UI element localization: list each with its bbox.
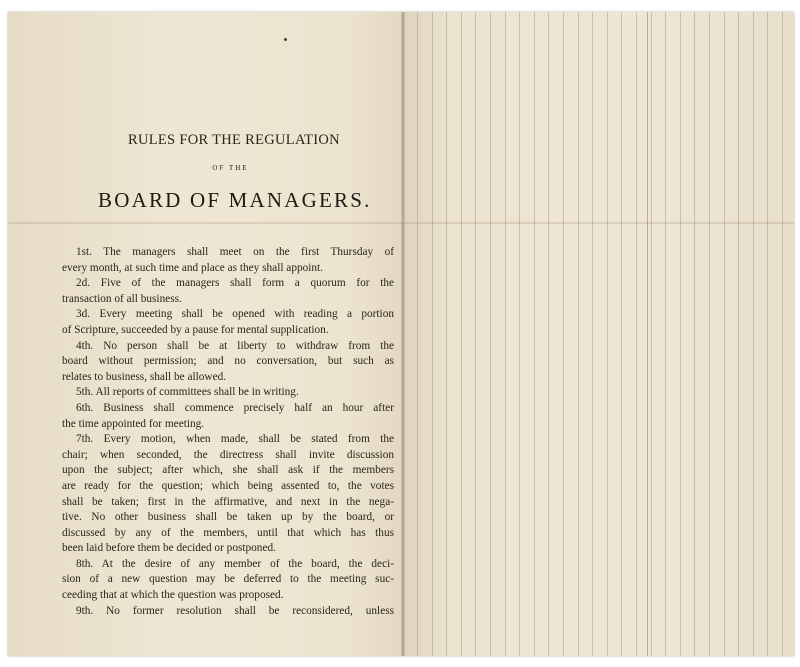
ruled-line [636,12,637,656]
ruled-line [621,12,622,656]
rule-line-text: sion of a new question may be deferred to the meeting suc- [62,573,394,586]
ruled-line [738,12,739,656]
ruled-line [592,12,593,656]
rule-line-text: every month, at such time and place as they shall appoint. [62,261,324,274]
ruled-line [753,12,754,656]
rule-line-text: been laid before them be decided or postponed. [62,542,276,555]
rule-line-text: 1st. The managers shall meet on the first Thursday of [76,246,394,258]
ruled-line [767,12,768,656]
ruled-line [724,12,725,656]
ruled-line [446,12,447,656]
rule-line-text: 2d. Five of the managers shall form a quorum for the [76,277,394,290]
rule-line-text: chair; when seconded, the directress shall invite discussion [62,448,394,461]
ruled-line [665,12,666,656]
ruled-line [694,12,695,656]
heading-rules-for-regulation: RULES FOR THE REGULATION [128,132,340,148]
ruled-line [519,12,520,656]
rule-line-text: 5th. All reports of committees shall be in writing. [76,386,299,399]
center-fold [401,12,405,656]
rule-line-text: 3d. Every meeting shall be opened with reading a portion [76,308,394,321]
document-sheet [8,12,794,656]
heading-board-of-managers: BOARD OF MANAGERS. [98,188,372,212]
rule-line-text: 4th. No person shall be at liberty to withdraw from the [76,339,394,352]
ruled-line [534,12,535,656]
ruled-line [578,12,579,656]
rule-line-text: are ready for the question; which being assented to, the votes [62,479,394,492]
ruled-line [417,12,418,656]
rule-line-text: discussed by any of the members, until that which has thus [62,526,394,539]
ruled-line [607,12,608,656]
ruled-line [651,12,652,656]
ruled-line [505,12,506,656]
rule-line-text: ceeding that at which the question was proposed. [62,589,284,602]
right-page-ruled [403,12,794,656]
rule-line-text: shall be taken; first in the affirmative, and next in the nega- [62,495,394,508]
ruled-line [782,12,783,656]
rule-line-text: 8th. At the desire of any member of the board, the deci- [76,557,394,570]
rule-line-text: upon the subject; after which, she shall ask if the members [62,464,394,477]
ruled-line [475,12,476,656]
rule-line-text: the time appointed for meeting. [62,417,205,430]
ruled-line [548,12,549,656]
rule-line-text: 6th. Business shall commence precisely half an hour after [76,401,394,414]
ruled-line [461,12,462,656]
ruled-line [680,12,681,656]
margin-line [647,12,648,656]
heading-of-the: OF THE [212,164,249,172]
rule-line-text: 7th. Every motion, when made, shall be stated from the [76,433,394,446]
rule-line-text: relates to business, shall be allowed. [62,370,227,383]
rules-text-block [62,245,394,619]
rule-line-text: tive. No other business shall be taken up by the board, or [62,511,394,524]
ruled-line [432,12,433,656]
ruled-line [563,12,564,656]
rule-line-text: of Scripture, succeeded by a pause for mental supplication. [62,323,329,336]
rule-line-text: 9th. No former resolution shall be reconsidered, unless [76,604,394,617]
ruled-line [490,12,491,656]
ink-speck [284,38,287,41]
rule-line-text: board without permission; and no conversation, but such as [62,355,394,368]
ruled-line [709,12,710,656]
horizontal-fold [8,222,794,224]
rule-line-text: transaction of all business. [62,292,182,305]
left-page [8,12,403,656]
